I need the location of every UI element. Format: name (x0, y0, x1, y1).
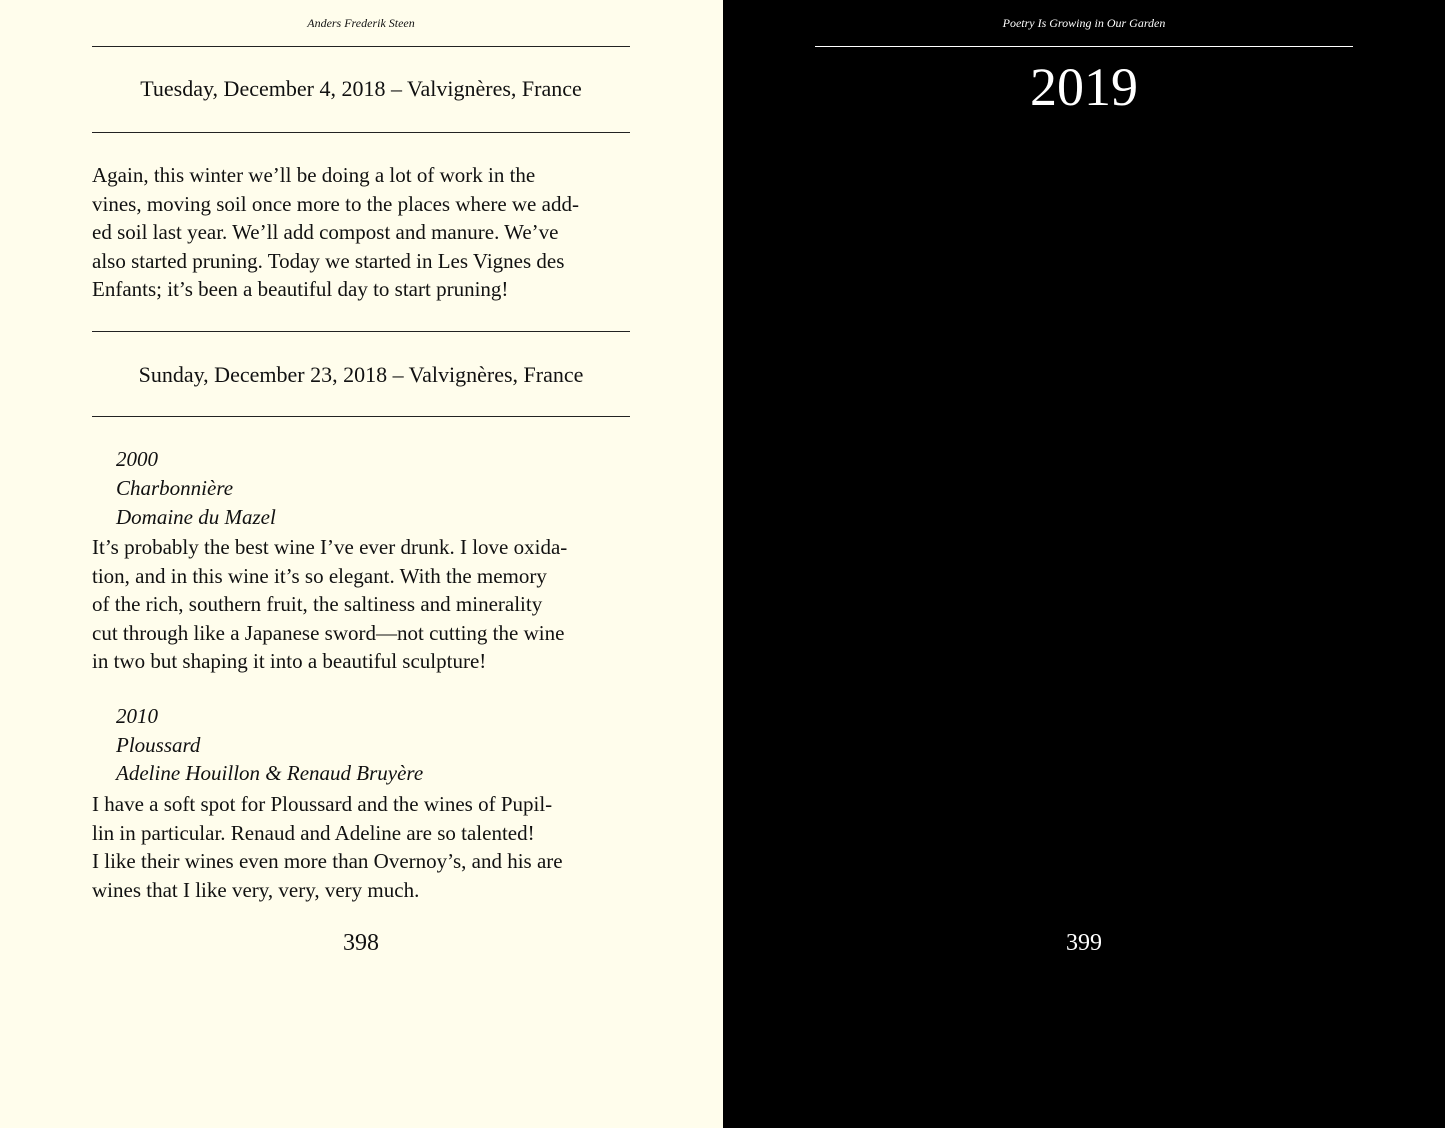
text-line: also started pruning. Today we started in Les Vignes des (92, 248, 565, 273)
text-line: Enfants; it’s been a beautiful day to start pruning! (92, 277, 509, 302)
header-rule (92, 46, 630, 47)
wine-note-2 (92, 790, 632, 904)
running-head-author: Anders Frederik Steen (307, 16, 415, 30)
text-line: in two but shaping it into a beautiful sculpture! (92, 649, 487, 674)
page-number: 399 (1066, 930, 1102, 956)
page-number: 398 (343, 930, 379, 956)
entry-date-1: Tuesday, December 4, 2018 – Valvignères, France (140, 76, 582, 101)
wine-producer: Adeline Houillon & Renaud Bruyère (116, 761, 424, 785)
wine-year: 2010 (116, 704, 158, 728)
right-page (723, 0, 1445, 1128)
text-line: cut through like a Japanese sword—not cutting the wine (92, 620, 565, 645)
date-rule (92, 132, 630, 133)
text-line: ed soil last year. We’ll add compost and manure. We’ve (92, 220, 559, 245)
text-line: I have a soft spot for Ploussard and the wines of Pupil- (92, 792, 553, 816)
text-line: tion, and in this wine it’s so elegant. With the memory (92, 563, 547, 588)
date-rule (92, 416, 630, 417)
wine-year: 2000 (116, 447, 158, 471)
wine-name: Ploussard (116, 733, 201, 757)
text-line: I like their wines even more than Overnoy’s, and his are (92, 849, 563, 874)
entry-paragraph-1 (92, 161, 632, 304)
text-line: wines that I like very, very, very much. (92, 877, 420, 902)
text-line: It’s probably the best wine I’ve ever drunk. I love oxida- (92, 535, 568, 559)
text-line: vines, moving soil once more to the places where we add- (92, 191, 579, 216)
running-head-title: Poetry Is Growing in Our Garden (1002, 16, 1166, 30)
wine-note-1 (92, 533, 632, 676)
text-line: of the rich, southern fruit, the saltiness and minerality (92, 592, 543, 617)
section-rule (92, 331, 630, 332)
wine-producer: Domaine du Mazel (116, 505, 276, 529)
entry-date-2: Sunday, December 23, 2018 – Valvignères, France (138, 362, 584, 387)
wine-name: Charbonnière (116, 476, 234, 500)
header-rule (815, 46, 1353, 47)
text-line: Again, this winter we’ll be doing a lot of work in the (92, 163, 536, 187)
text-line: lin in particular. Renaud and Adeline are so talented! (92, 820, 535, 845)
year-heading: 2019 (1030, 57, 1138, 117)
